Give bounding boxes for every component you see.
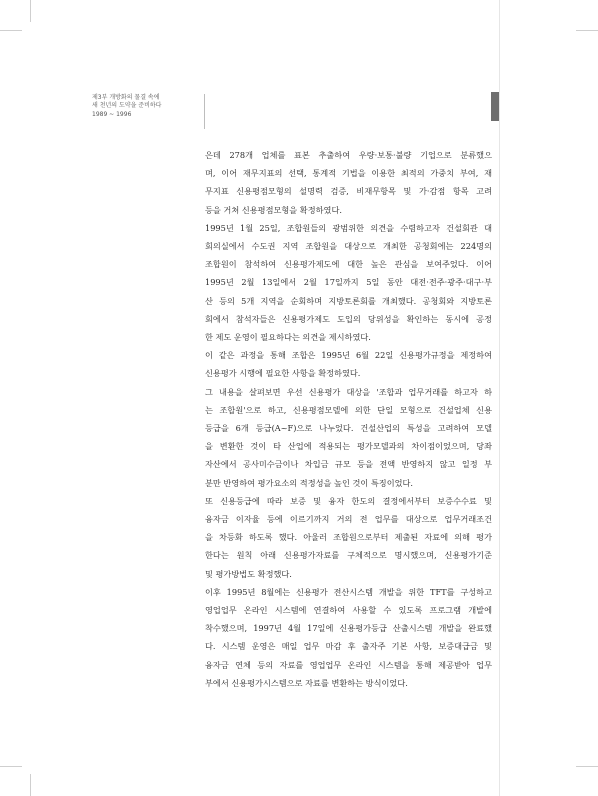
text-line: 융자금 연체 등의 자료를 영업업무 온라인 시스템을 통해 제공받아 업무	[205, 659, 492, 670]
text-line: 자산에서 공사미수금이나 차입금 규모 등을 전액 반영하지 않고 일정 부	[205, 459, 492, 470]
text-line: 융자금 이자율 등에 이르기까지 거의 전 업무를 대상으로 업무거래조건	[205, 514, 492, 525]
crop-mark-top-right-h	[576, 30, 598, 31]
text-line: 이후 1995년 8월에는 신용평가 전산시스템 개발을 위한 TFT를 구성하고	[205, 586, 492, 597]
text-line: 1995년 1월 25일, 조합원들의 광범위한 의견을 수렴하고자 건설회관 대	[205, 222, 492, 233]
text-line: 회에서 참석자들은 신용평가제도 도입의 당위성을 확인하는 동시에 공정	[205, 313, 492, 324]
text-line: 신용평가 시행에 필요한 사항을 확정하였다.	[205, 368, 361, 379]
text-line: 며, 이어 재무지표의 선택, 통계적 기법을 이용한 최적의 가중치 부여, 재	[205, 168, 492, 179]
paragraph	[205, 583, 492, 692]
text-line: 회의실에서 수도권 지역 조합원을 대상으로 개최한 공청회에는 224명의	[205, 241, 492, 252]
crop-mark-top-left-h	[0, 30, 22, 31]
text-line: 은데 278개 업체를 표본 추출하여 우량·보통·불량 기업으로 분류했으	[205, 150, 492, 160]
paragraph	[205, 346, 492, 382]
text-line: 을 변환한 것이 타 산업에 적용되는 평가모델과의 차이점이었으며, 당좌	[205, 441, 492, 452]
text-line: 그 내용을 살펴보면 우선 신용평가 대상을 '조합과 업무거래를 하고자 하	[205, 386, 492, 397]
running-header	[92, 94, 202, 119]
paragraph	[205, 492, 492, 583]
header-years: 1989 ~ 1996	[92, 110, 132, 118]
text-line: 분만 반영하여 평가요소의 적정성을 높인 것이 특징이었다.	[205, 477, 414, 488]
text-line: 또 신용등급에 따라 보증 및 융자 한도의 결정에서부터 보증수수료 및	[205, 495, 492, 506]
text-line: 다. 시스템 운영은 매일 업무 마감 후 출자주 기본 사항, 보증대급금 및	[205, 641, 492, 652]
text-line: 이 같은 과정을 통해 조합은 1995년 6월 22일 신용평가규정을 제정하여	[205, 350, 492, 361]
paragraph	[205, 383, 492, 492]
text-line: 부에서 신용평가시스템으로 자료를 변환하는 방식이었다.	[205, 677, 408, 688]
text-line: 등을 거쳐 신용평점모형을 확정하였다.	[205, 204, 342, 215]
text-line: 영업업무 온라인 시스템에 연결하여 사용할 수 있도록 프로그램 개발에	[205, 605, 492, 616]
text-line: 을 차등화 하도록 했다. 아울러 조합원으로부터 제출된 자료에 의해 평가	[205, 532, 492, 543]
header-divider	[204, 94, 205, 129]
text-line: 한다는 원칙 아래 신용평가자료를 구체적으로 명시했으며, 신용평가기준	[205, 550, 492, 561]
text-line: 는 조합원'으로 하고, 신용평점모델에 의한 단일 모형으로 건설업체 신용	[205, 404, 492, 415]
page-edge-line	[499, 0, 500, 796]
crop-mark-bottom-left-v	[30, 774, 31, 796]
header-part-title: 제3부 개방화의 물결 속에	[92, 94, 160, 101]
header-chapter-title: 새 천년의 도약을 준비하다	[92, 102, 162, 110]
crop-mark-bottom-left-h	[0, 766, 22, 767]
paragraph	[205, 219, 492, 346]
text-line: 1995년 2월 13일에서 2월 17일까지 5일 동안 대전·전주·광주·대구·부	[205, 277, 492, 288]
text-line: 및 평가방법도 확정했다.	[205, 568, 292, 579]
text-line: 산 등의 5개 지역을 순회하며 지방토론회를 개최했다. 공청회와 지방토론	[205, 295, 492, 306]
crop-mark-bottom-right-h	[576, 766, 598, 767]
text-line: 무지표 신용평점모형의 설명력 검증, 비재무항목 및 가·감점 항목 고려	[205, 186, 492, 197]
paragraph	[205, 146, 492, 219]
text-line: 등급을 6개 등급(A~F)으로 나누었다. 건설산업의 특성을 고려하여 모델	[205, 423, 492, 434]
crop-mark-top-left-v	[30, 0, 31, 22]
text-line: 한 제도 운영이 필요하다는 의견을 제시하였다.	[205, 332, 371, 343]
body-text	[205, 146, 492, 692]
chapter-tab-marker	[491, 92, 499, 121]
text-line: 조합원이 참석하여 신용평가제도에 대한 높은 관심을 보여주었다. 이어	[205, 259, 492, 270]
text-line: 착수했으며, 1997년 4월 17일에 신용평가등급 산출시스템 개발을 완료했	[205, 623, 492, 634]
